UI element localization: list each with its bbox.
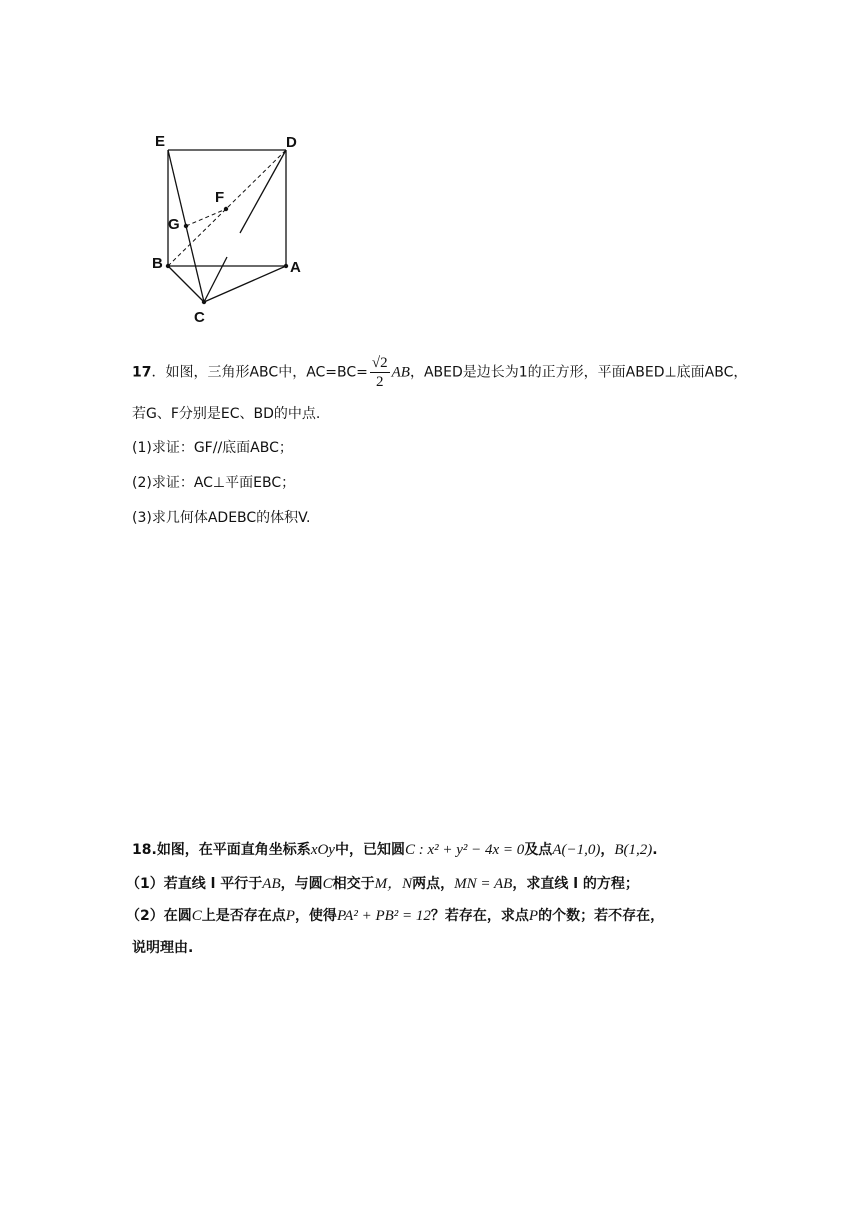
q17-line1 (132, 354, 747, 391)
edge-CA (204, 266, 286, 302)
q18-p1-d: 两点， (412, 876, 455, 892)
q18-circle-eq: C : x² + y² − 4x = 0 (404, 842, 525, 858)
q18-point-B: B(1,2) (614, 842, 653, 858)
q17-number: 17 (132, 364, 152, 381)
q18-p1-AB: AB (262, 876, 281, 892)
q18-p1-num: （1） (126, 876, 164, 892)
point-F (224, 207, 228, 211)
figure-svg (140, 120, 340, 330)
q17-text1-post: ，ABED是边长为1的正方形，平面ABED⊥底面ABC， (409, 364, 748, 381)
geometry-figure (140, 120, 340, 330)
q18-p2-a: 在圆 (163, 908, 192, 924)
q18-l1-e: . (652, 842, 658, 858)
q17-line2: 若G、F分别是EC、BD的中点. (132, 406, 321, 422)
label-E: E (155, 133, 166, 150)
q18-part1 (126, 874, 639, 894)
q18-xoy: xOy (310, 842, 335, 858)
q18-p2-P: P (285, 908, 295, 924)
q18-p2-P2: P (528, 908, 539, 924)
q18-p2-e: 的个数；若不存在， (538, 908, 665, 924)
q17-frac-den: 2 (376, 374, 384, 390)
q17-fraction (370, 354, 390, 391)
q18-p2-d: ？若存在，求点 (430, 908, 529, 924)
q18-p1-a: 若直线 l 平行于 (163, 876, 263, 892)
q18-p1-C: C (322, 876, 333, 892)
q17-frac-after: AB (391, 364, 410, 381)
q18-p2-c: ，使得 (294, 908, 337, 924)
q18-l1-a: 如图，在平面直角坐标系 (156, 842, 311, 858)
edge-DC-upper (240, 150, 286, 233)
q18-part2-cont: 说明理由. (132, 940, 194, 956)
q18-number: 18. (132, 842, 157, 858)
point-A (284, 264, 288, 268)
q17-part3: (3)求几何体ADEBC的体积V. (132, 510, 311, 526)
q18-p2-eq: PA² + PB² = 12 (336, 908, 431, 924)
label-C: C (194, 309, 205, 326)
q18-line1 (132, 840, 658, 860)
q17-frac-num: √2 (371, 355, 388, 371)
edge-BC (168, 266, 204, 302)
q18-point-A: A(−1,0) (552, 842, 601, 858)
q18-part2 (126, 906, 664, 926)
point-G (184, 224, 188, 228)
edge-DC-lower (204, 257, 227, 302)
point-B (166, 264, 170, 268)
q17-text1-pre: ．如图，三角形ABC中，AC=BC= (151, 364, 368, 381)
q18-p1-MN: M，N (374, 876, 413, 892)
q18-l1-d: ， (600, 842, 615, 858)
q18-p2-C: C (191, 908, 202, 924)
q17-part1: (1)求证：GF//底面ABC； (132, 440, 293, 456)
q18-p1-c: 相交于 (332, 876, 375, 892)
label-F: F (215, 189, 225, 206)
q18-p1-e: ，求直线 l 的方程； (512, 876, 639, 892)
label-G: G (168, 216, 180, 233)
q18-p1-b: ，与圆 (280, 876, 323, 892)
q18-p2-b: 上是否存在点 (201, 908, 286, 924)
q18-l1-b: 中，已知圆 (334, 842, 405, 858)
q18-l1-c: 及点 (524, 842, 553, 858)
q18-p1-eq: MN = AB (454, 876, 513, 892)
label-A: A (290, 259, 301, 276)
label-D: D (286, 134, 297, 151)
q18-p2-num: （2） (126, 908, 164, 924)
point-C (202, 300, 206, 304)
edge-GF-dashed (186, 209, 226, 226)
label-B: B (152, 255, 163, 272)
q17-part2: (2)求证：AC⊥平面EBC； (132, 475, 296, 491)
